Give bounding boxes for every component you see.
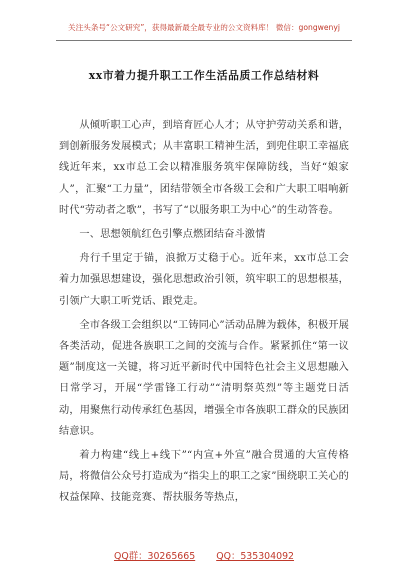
document-body bbox=[59, 115, 349, 509]
qq-contact-link[interactable]: QQ：535304092 bbox=[216, 551, 295, 562]
paragraph-3: 着力构建“线上+线下”“内宣+外宣”融合贯通的大宣传格局，将微信公众号打造成为“指尖上的职工之家”围绕职工关心的权益保障、技能竞赛、帮扶服务等热点， bbox=[59, 450, 349, 504]
header-banner: 关注头条号“公文研究”，获得最新最全最专业的公文资料库！ 微信：gongwenyj bbox=[68, 23, 340, 32]
paragraph-2: 全市各级工会组织以“工铸同心”活动品牌为载体，积极开展各类活动，促进各族职工之间的交流与合作。紧紧抓住“第一议题”制度这一关键，将习近平新时代中国特色社会主义思想融入日常学习，开展“学雷锋工行动”“清明祭英烈”等主题党日活动，用聚焦行动传承红色基因，增强全市各族职工群众的民族团结意识。 bbox=[59, 319, 349, 437]
document-title: xx市着力提升职工工作生活品质工作总结材料 bbox=[88, 69, 320, 82]
footer-contact bbox=[0, 548, 408, 562]
paragraph-1: 舟行千里定于锚，浪掀万丈稳于心。近年来，xx市总工会着力加强思想建设，强化思想政治引领，筑牢职工的思想根基，引领广大职工听党话、跟党走。 bbox=[59, 253, 349, 307]
qq-group-link[interactable]: QQ群：30265665 bbox=[113, 551, 196, 562]
header-divider bbox=[56, 40, 352, 41]
paragraph-intro: 从倾听职工心声，到培育匠心人才；从守护劳动关系和谐，到创新服务发展模式；从丰富职工精神生活，到兜住职工幸福底线近年来，xx市总工会以精准服务筑牢保障防线，当好“娘家人”，汇聚“工力量”，团结带领全市各级工会和广大职工唱响新时代“劳动者之歌”，书写了“以服务职工为中心”的生动答卷。 bbox=[59, 120, 349, 216]
section-heading-1: 一、思想领航红色引擎点燃团结奋斗激情 bbox=[79, 229, 266, 241]
